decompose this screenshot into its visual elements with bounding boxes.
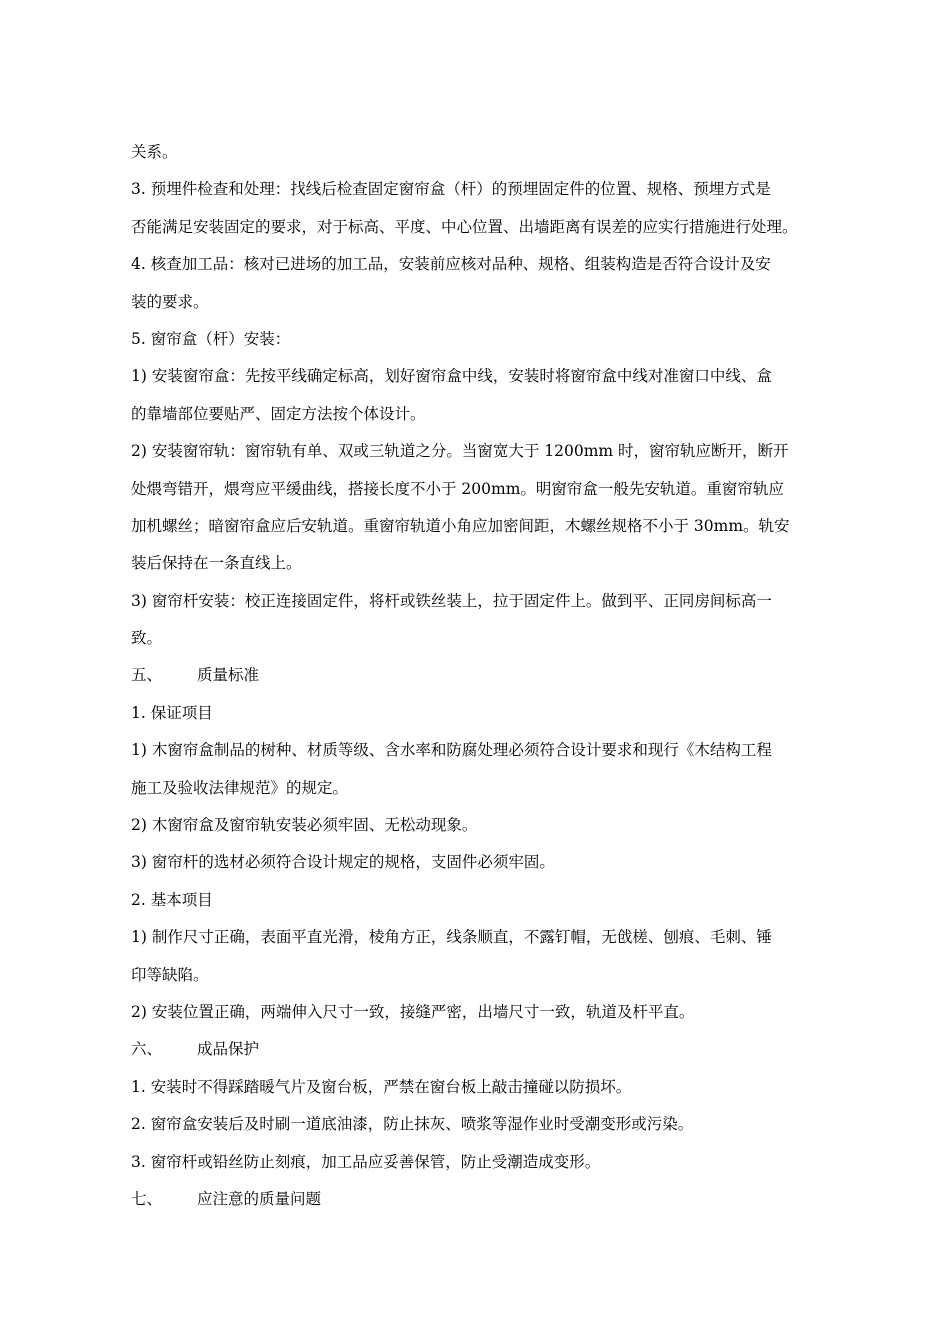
text-line: 1. 安装时不得踩踏暖气片及窗台板，严禁在窗台板上敲击撞碰以防损坏。 xyxy=(131,1077,632,1096)
text-line: 4. 核查加工品：核对已进场的加工品，安装前应核对品种、规格、组装构造是否符合设计及安 xyxy=(131,255,771,274)
section-heading-quality-standard xyxy=(131,657,841,694)
section-number: 六、 xyxy=(131,1040,163,1059)
text-line: 关系。 xyxy=(131,143,178,161)
section-title: 成品保护 xyxy=(197,1040,260,1059)
text-line: 3) 窗帘杆的选材必须符合设计规定的规格，支固件必须牢固。 xyxy=(131,853,555,872)
section-title: 质量标准 xyxy=(197,666,260,685)
text-line: 5. 窗帘盒（杆）安装： xyxy=(131,329,291,348)
text-line: 2. 窗帘盒安装后及时刷一道底油漆，防止抹灰、喷浆等湿作业时受潮变形或污染。 xyxy=(131,1115,694,1134)
text-line: 1) 制作尺寸正确，表面平直光滑，棱角方正，线条顺直，不露钉帽，无戗槎、刨痕、毛刺、锤 xyxy=(131,928,772,947)
text-line: 2) 安装窗帘轨：窗帘轨有单、双或三轨道之分。当窗宽大于 1200mm 时，窗帘轨应断开，断开 xyxy=(131,442,789,461)
text-line: 致。 xyxy=(131,629,163,648)
text-line: 的靠墙部位要贴严、固定方法按个体设计。 xyxy=(131,404,426,423)
text-line: 3. 窗帘杆或铅丝防止刻痕，加工品应妥善保管，防止受潮造成变形。 xyxy=(131,1152,601,1171)
text-line: 1) 木窗帘盒制品的树种、材质等级、含水率和防腐处理必须符合设计要求和现行《木结构工程 xyxy=(131,741,772,760)
section-number: 五、 xyxy=(131,666,163,685)
text-line: 1) 安装窗帘盒：先按平线确定标高，划好窗帘盒中线，安装时将窗帘盒中线对准窗口中线、盒 xyxy=(131,367,772,386)
text-line: 否能满足安装固定的要求，对于标高、平度、中心位置、出墙距离有误差的应实行措施进行处理。 xyxy=(131,217,798,236)
text-line: 2) 安装位置正确，两端伸入尺寸一致，接缝严密，出墙尺寸一致，轨道及杆平直。 xyxy=(131,1002,695,1021)
section-number: 七、 xyxy=(131,1189,163,1208)
text-line: 印等缺陷。 xyxy=(131,965,209,984)
text-line: 施工及验收法律规范》的规定。 xyxy=(131,778,349,797)
text-line: 3. 预埋件检查和处理：找线后检查固定窗帘盒（杆）的预埋固定件的位置、规格、预埋方式是 xyxy=(131,180,771,199)
section-heading-product-protection xyxy=(131,1031,841,1068)
section-heading-quality-issues xyxy=(131,1181,841,1218)
text-line: 装后保持在一条直线上。 xyxy=(131,554,302,573)
text-line: 装的要求。 xyxy=(131,292,209,311)
text-line: 处煨弯错开，煨弯应平缓曲线，搭接长度不小于 200mm。明窗帘盒一般先安轨道。重窗帘轨应 xyxy=(131,479,784,498)
text-line: 2) 木窗帘盒及窗帘轨安装必须牢固、无松动现象。 xyxy=(131,816,478,835)
document-body xyxy=(131,134,841,1218)
text-line: 2. 基本项目 xyxy=(131,890,213,909)
section-title: 应注意的质量问题 xyxy=(197,1189,322,1208)
text-line: 1. 保证项目 xyxy=(131,703,213,722)
text-line: 3) 窗帘杆安装：校正连接固定件，将杆或铁丝装上，拉于固定件上。做到平、正同房间标高一 xyxy=(131,591,772,610)
text-line: 加机螺丝；暗窗帘盒应后安轨道。重窗帘轨道小角应加密间距，木螺丝规格不小于 30mm。轨安 xyxy=(131,516,790,535)
